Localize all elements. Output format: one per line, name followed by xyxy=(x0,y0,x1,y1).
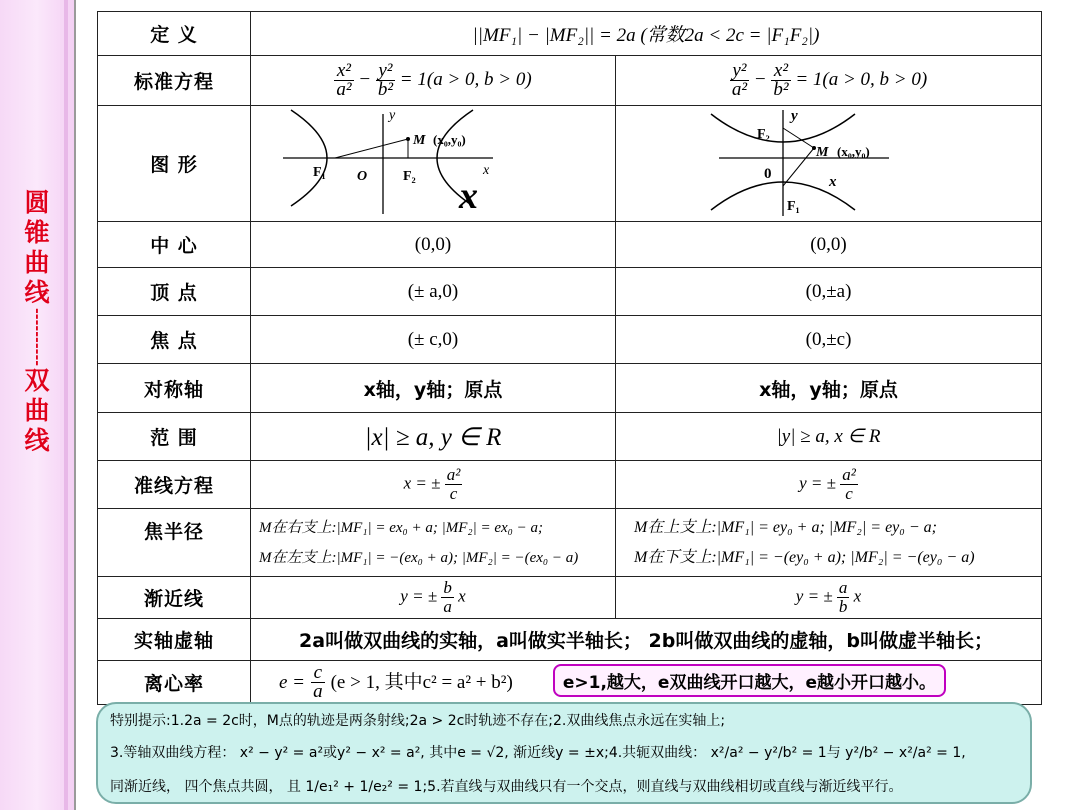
row-axes xyxy=(98,619,1042,661)
m-coord-label: (x₀,y₀) xyxy=(836,144,870,159)
ecc-formula: (e > 1, 其中c² = a² + b²) xyxy=(330,671,513,693)
directrix-prefix: y = ± xyxy=(799,473,836,493)
row-eccentricity xyxy=(98,661,1042,705)
fraction xyxy=(837,579,850,616)
numerator: a² xyxy=(446,465,461,484)
y-label: y xyxy=(790,108,798,124)
fraction xyxy=(334,62,353,99)
tip-line-1: 特别提示:1.2a = 2c时，M点的轨迹是两条射线;2a > 2c时轨迹不存在;2.双曲线焦点永远在实轴上; xyxy=(110,713,726,729)
sidebar-char: 双 xyxy=(24,366,50,396)
row-label: 准线方程 xyxy=(98,461,251,509)
focus-left: (± c,0) xyxy=(251,316,616,364)
directrix-right xyxy=(616,461,1042,509)
sidebar-char: 锥 xyxy=(24,218,50,247)
fraction xyxy=(730,62,749,99)
vertex-left: (± a,0) xyxy=(251,268,616,316)
x-label: x xyxy=(828,174,836,190)
asymptote-right xyxy=(616,577,1042,619)
row-center xyxy=(98,222,1042,268)
row-standard-eq xyxy=(98,56,1042,106)
denominator: a² xyxy=(336,79,352,100)
numerator: y² xyxy=(730,62,749,81)
numerator: y² xyxy=(376,62,395,81)
asymptote-suffix: x xyxy=(853,586,862,606)
f2-label: F₂ xyxy=(756,127,770,142)
fraction xyxy=(376,62,395,99)
directrix-prefix: x = ± xyxy=(403,473,441,493)
ecc-prefix: e = xyxy=(279,671,306,693)
denominator: b² xyxy=(377,79,394,100)
focal-line-2 xyxy=(783,148,814,186)
row-label: 图 形 xyxy=(98,106,251,222)
sidebar-dashes xyxy=(22,308,52,366)
sidebar-char: 曲 xyxy=(24,248,50,277)
asymptote-left xyxy=(251,577,616,619)
asymptote-prefix: y = ± xyxy=(795,586,833,606)
fraction xyxy=(445,466,463,503)
f1-label: F₁ xyxy=(313,165,326,180)
row-label: 实轴虚轴 xyxy=(98,619,251,661)
focal-radius-line: M在右支上:|MF₁| = ex₀ + a; |MF₂| = ex₀ − a; xyxy=(259,519,544,536)
special-tip-box xyxy=(96,702,1032,804)
numerator: b xyxy=(443,578,452,597)
fraction xyxy=(441,579,454,616)
range-right: |y| ≥ a, x ∈ R xyxy=(616,413,1042,461)
row-label: 渐近线 xyxy=(98,577,251,619)
center-left: (0,0) xyxy=(251,222,616,268)
row-asymptote xyxy=(98,577,1042,619)
asymptote-prefix: y = ± xyxy=(400,586,438,606)
sidebar-title xyxy=(22,188,52,456)
symmetry-right: x轴，y轴；原点 xyxy=(616,364,1042,413)
sidebar-dash-text: ---------- xyxy=(29,308,45,367)
row-label: 离心率 xyxy=(98,661,251,705)
origin-label: 0 xyxy=(763,166,771,182)
standard-eq-left: $\frac{\text{x²}}{\text{a²}}$ − $\frac{\text{y²}}{\text{b²}}$ = 1(a > 0, b > 0) xyxy=(251,56,616,106)
m-label: M xyxy=(413,133,426,148)
sidebar-char: 圆 xyxy=(24,188,50,217)
y-label: y xyxy=(389,108,396,123)
focal-radius-line: M在下支上:|MF₁| = −(ey₀ + a); |MF₂| = −(ey₀ − a) xyxy=(634,548,975,566)
symmetry-left: x轴，y轴；原点 xyxy=(251,364,616,413)
eq-rest: = 1(a > 0, b > 0) xyxy=(795,68,928,90)
row-label: 顶 点 xyxy=(98,268,251,316)
numerator: x² xyxy=(771,62,790,81)
sidebar-char: 曲 xyxy=(24,396,50,426)
row-vertex xyxy=(98,268,1042,316)
denominator: b² xyxy=(773,79,789,100)
focal-radius-left xyxy=(251,509,616,577)
row-focus xyxy=(98,316,1042,364)
graph-right-cell xyxy=(616,106,1042,222)
hyperbola-horizontal-graph xyxy=(253,106,613,216)
vertex-right: (0,±a) xyxy=(616,268,1042,316)
sidebar xyxy=(0,0,76,810)
fraction xyxy=(840,466,858,503)
row-label: 中 心 xyxy=(98,222,251,268)
f1-label: F₁ xyxy=(786,199,800,214)
center-right: (0,0) xyxy=(616,222,1042,268)
m-coord-label: (x₀,y₀) xyxy=(433,132,466,147)
denominator: b xyxy=(838,597,848,616)
denominator: c xyxy=(845,484,853,503)
numerator: c xyxy=(311,664,325,683)
focal-radius-line: M在上支上:|MF₁| = ey₀ + a; |MF₂| = ey₀ − a; xyxy=(634,518,937,536)
focal-line-1 xyxy=(335,139,408,158)
sidebar-char: 线 xyxy=(24,278,50,307)
graph-left-cell xyxy=(251,106,616,222)
directrix-left xyxy=(251,461,616,509)
hyperbola-table xyxy=(97,11,1042,705)
origin-label: O xyxy=(357,169,368,184)
definition-formula: ||MF₁| − |MF₂|| = 2a (常数2a < 2c = |F₁F₂|) xyxy=(251,12,1042,56)
numerator: a² xyxy=(842,465,856,484)
fraction xyxy=(771,62,790,99)
numerator: a xyxy=(838,578,848,597)
focal-radius-right xyxy=(616,509,1042,577)
row-range xyxy=(98,413,1042,461)
denominator: c xyxy=(449,484,458,503)
row-focal-radius xyxy=(98,509,1042,577)
denominator: a xyxy=(443,597,452,616)
tip-line-3: 同渐近线， 四个焦点共圆， 且 1/e₁² + 1/e₂² = 1;5.若直线与双曲线只有一个交点，则直线与双曲线相切或直线与渐近线平行。 xyxy=(110,779,903,795)
eq-rest: = 1(a > 0, b > 0) xyxy=(399,68,532,90)
asymptote-suffix: x xyxy=(458,586,466,606)
focal-radius-line: M在左支上:|MF₁| = −(ex₀ + a); |MF₂| = −(ex₀ − a) xyxy=(259,549,579,566)
row-symmetry xyxy=(98,364,1042,413)
m-label: M xyxy=(815,145,828,160)
numerator: x² xyxy=(334,62,353,81)
row-definition xyxy=(98,12,1042,56)
row-label: 范 围 xyxy=(98,413,251,461)
row-graph xyxy=(98,106,1042,222)
sidebar-char: 线 xyxy=(24,426,50,456)
focus-right: (0,±c) xyxy=(616,316,1042,364)
denominator: a xyxy=(313,681,323,703)
standard-eq-right: $\frac{\text{y²}}{\text{a²}}$ − $\frac{\text{x²}}{\text{b²}}$ = 1(a > 0, b > 0) xyxy=(616,56,1042,106)
denominator: a² xyxy=(731,79,748,100)
row-directrix xyxy=(98,461,1042,509)
row-label: 焦 点 xyxy=(98,316,251,364)
point-m xyxy=(406,137,410,141)
tip-line-2: 3.等轴双曲线方程： x² − y² = a²或y² − x² = a², 其中e = √2, 渐近线y = ±x;4.共轭双曲线： x²/a² − y²/b² = 1与 y²/b² − x²/a² = 1, xyxy=(110,745,966,761)
row-label: 对称轴 xyxy=(98,364,251,413)
fraction xyxy=(311,664,325,701)
eccentricity-cell xyxy=(251,661,1042,705)
big-x-label: x xyxy=(459,175,478,216)
row-label: 焦半径 xyxy=(98,509,251,577)
sidebar-stripe xyxy=(64,0,68,810)
hyperbola-vertical-graph xyxy=(619,106,1039,216)
row-label: 标准方程 xyxy=(98,56,251,106)
eccentricity-callout: e>1,越大，e双曲线开口越大，e越小开口越小。 xyxy=(553,664,946,697)
x-label: x xyxy=(483,163,490,178)
range-left: |x| ≥ a, y ∈ R xyxy=(251,413,616,461)
axes-text: 2a叫做双曲线的实轴，a叫做实半轴长； 2b叫做双曲线的虚轴，b叫做虚半轴长； xyxy=(251,619,1042,661)
f2-label: F₂ xyxy=(403,169,416,184)
row-label: 定 义 xyxy=(98,12,251,56)
